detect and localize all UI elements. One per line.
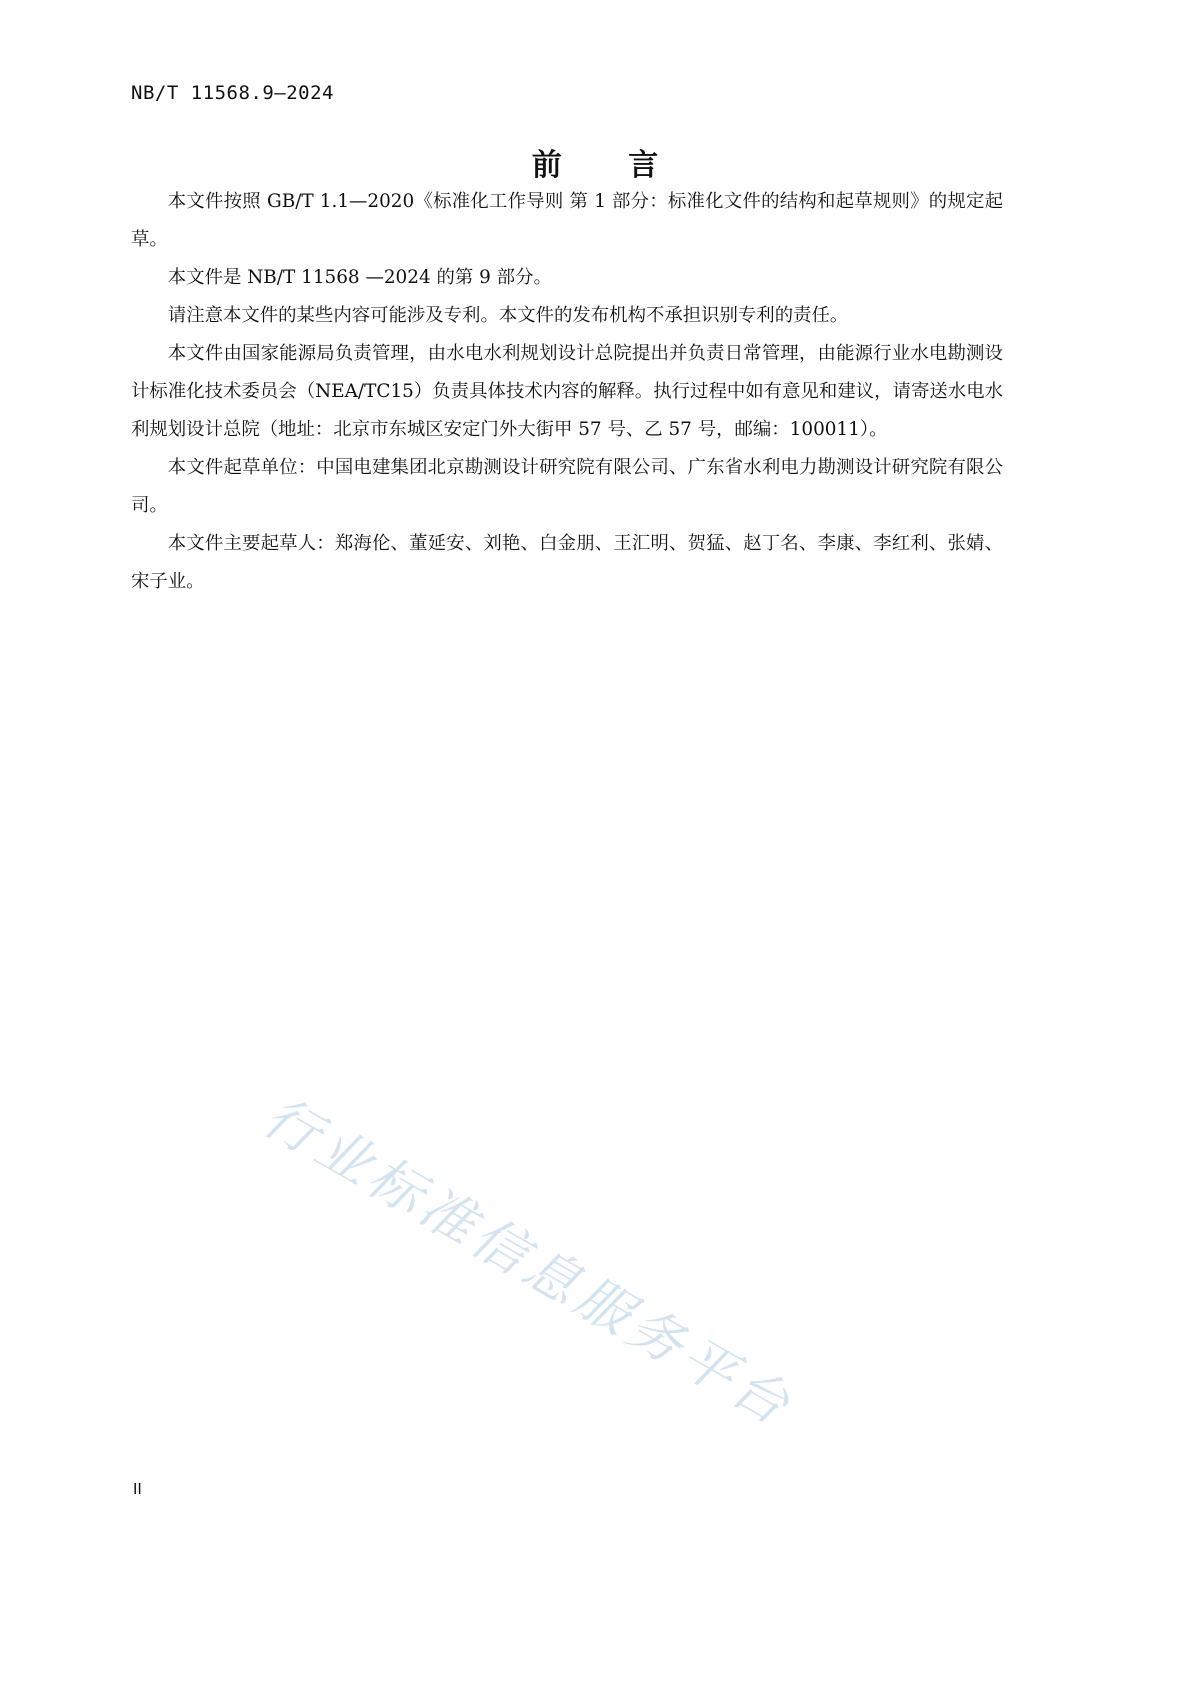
paragraph-part-info: 本文件是 NB/T 11568 —2024 的第 9 部分。 [167,267,552,288]
foreword-body [131,183,1003,601]
page-number: II [133,1480,142,1498]
paragraph-drafting-rules: 本文件按照 GB/T 1.1—2020《标准化工作导则 第 1 部分：标准化文件的结构和起草规则》的规定起草。 [131,191,1003,250]
paragraph-patent-notice: 请注意本文件的某些内容可能涉及专利。本文件的发布机构不承担识别专利的责任。 [167,305,849,326]
standard-code: NB/T 11568.9—2024 [131,82,334,104]
watermark: 行业标准信息服务平台 [253,1084,805,1440]
paragraph-drafters: 本文件主要起草人：郑海伦、董延安、刘艳、白金朋、王汇明、贺猛、赵丁名、李康、李红利、张婧、宋子业。 [131,533,1003,592]
paragraph-drafting-units: 本文件起草单位：中国电建集团北京勘测设计研究院有限公司、广东省水利电力勘测设计研究院有限公司。 [131,457,1003,516]
page-title: 前 言 [531,148,687,183]
paragraph-management: 本文件由国家能源局负责管理，由水电水利规划设计总院提出并负责日常管理，由能源行业水电勘测设计标准化技术委员会（NEA/TC15）负责具体技术内容的解释。执行过程中如有意见和建议，请寄送水电水利规划设计总院（地址：北京市东城区安定门外大街甲 57 号、乙 57 号，邮编：100011）。 [131,343,1003,440]
